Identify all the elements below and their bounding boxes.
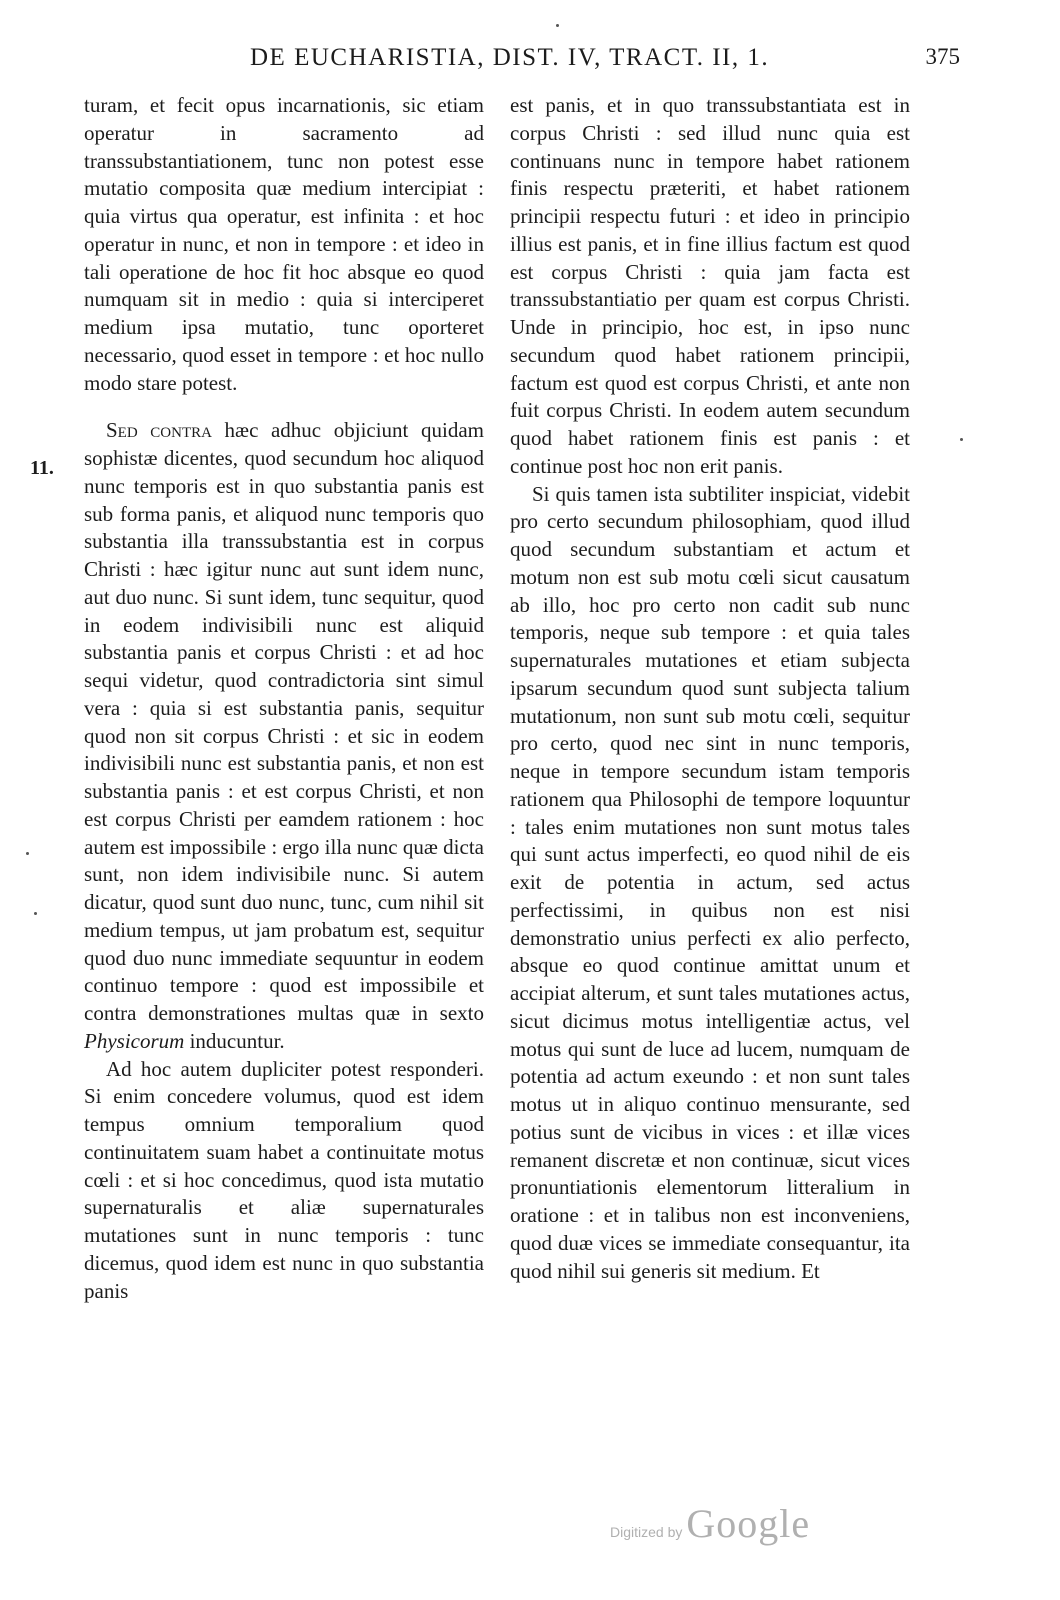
paragraph (84, 417, 484, 1055)
right-column (510, 92, 910, 1285)
print-speck (960, 438, 963, 441)
small-caps-lead: Sed contra (106, 418, 212, 443)
page-number: 375 (925, 44, 960, 69)
google-logo: Google (686, 1501, 811, 1546)
running-head: DE EUCHARISTIA, DIST. IV, TRACT. II, 1. (250, 44, 770, 71)
paragraph: est panis, et in quo transsubstantiata est in corpus Christi : sed illud nunc quia est continuans nunc in tempore habet rationem finis respectu præteriti, et habet rationem principii respectu futuri : et ideo in principio illius est panis, et in fine illius factum est quod est corpus Christi : quia jam facta est transsubstantiatio per quam est corpus Christi. Unde in principio, hoc est, in ipso nunc secundum quod habet rationem principii, factum est quod est corpus Christi, et ante non fuit corpus Christi. In eodem autem secundum quod habet rationem finis est panis : et continue post hoc non erit panis. (510, 93, 910, 478)
italic-title: Physicorum (84, 1028, 185, 1053)
paragraph: Ad hoc autem dupliciter potest responderi. Si enim concedere volumus, quod est idem tempus omnium temporalium quod continuitatem suam habet a continuitate motus cœli : et si hoc concedimus, quod ista mutatio supernaturalis et aliæ supernaturales mutationes sunt in nunc temporis : tunc dicemus, quod idem est nunc in quo substantia panis (84, 1056, 484, 1303)
print-speck (556, 24, 559, 27)
print-speck (26, 852, 29, 855)
page-header (60, 44, 960, 80)
print-speck (34, 912, 37, 915)
paragraph-gap (84, 397, 484, 417)
digitized-by-label: Digitized by (610, 1524, 683, 1540)
paragraph: turam, et fecit opus incarnationis, sic etiam operatur in sacramento ad transsubstantiationem, tunc non potest esse mutatio composita quæ medium intercipiat : quia virtus qua operatur, est infinita : et hoc operatur in nunc, et non in tempore : et ideo in tali operatione de hoc fit hoc absque eo quod numquam sit in medio : quia si interciperet medium ipsa mutatio, tunc oporteret necessario, quod esset in tempore : et hoc nullo modo stare potest. (84, 93, 484, 395)
paragraph: Si quis tamen ista subtiliter inspiciat, videbit pro certo secundum philosophiam, quod illud quod secundum substantiam et actum et motum non est sub motu cœli sicut causatum ab illo, hoc pro certo non cadit sub nunc temporis, neque sub tempore : et quia tales supernaturales mutationes et etiam subjecta ipsarum secundum quod sunt subjecta talium mutationum, non sunt sub motu cœli, sequitur pro certo, quod nec sint in nunc temporis, neque in tempore secundum istam temporis rationem qua Philosophi de tempore loquuntur : tales enim mutationes non sunt motus tales qui sunt actus imperfecti, eo quod nihil de eis exit de potentia in actum, sed actus perfectissimi, in quibus non est nisi demonstratio unius perfecti ex alio perfecto, absque eo quod continue amittat unum et accipiat alterum, et sunt tales mutationes actus, sicut dicimus motus intelligentiæ actus, vel motus qui sunt de luce ad lucem, numquam de potentia ad actum exeundo : et non sunt tales motus ut in aliquo continuo mensurante, sed potius sunt de vicibus in vices : et illæ vices remanent discretæ et non continuæ, sicut vices pronuntiationis elementorum litteralium in oratione : et in talibus non est inconveniens, quod duæ vices se immediate consequantur, ita quod nihil sui generis sit medium. Et (510, 481, 910, 1283)
section-number: 11. (30, 457, 54, 479)
left-column (84, 92, 484, 1305)
paragraph-text: hæc adhuc objiciunt quidam sophistæ dicentes, quod secundum hoc aliquod nunc temporis est in quo substantia panis est sub forma panis, et aliquod nunc temporis quo substantia illa transsubstantia est in corpus Christi : hæc igitur nunc aut sunt idem nunc, aut duo nunc. Si sunt idem, tunc sequitur, quod in eodem indivisibili nunc est aliquid substantia panis et corpus Christi : et ad hoc sequi videtur, quod contradictoria sint simul vera : quia si est substantia panis, sequitur quod non sit corpus Christi : et sic in eodem indivisibili nunc est substantia panis, et non est substantia panis : et est corpus Christi, et non est corpus Christi per eamdem rationem : hoc autem est impossibile : ergo illa nunc quæ dicta sunt, non idem indivisibile nunc. Si autem dicatur, quod sunt duo nunc, tunc, cum nihil sit medium tempus, ut jam probatum est, sequitur quod duo nunc immediate sequuntur in eodem continuo tempore : quod est impossibile et contra demonstrationes multas quæ in sexto (84, 418, 484, 1025)
digitization-watermark (610, 1500, 810, 1547)
paragraph-text: inducuntur. (184, 1028, 285, 1053)
